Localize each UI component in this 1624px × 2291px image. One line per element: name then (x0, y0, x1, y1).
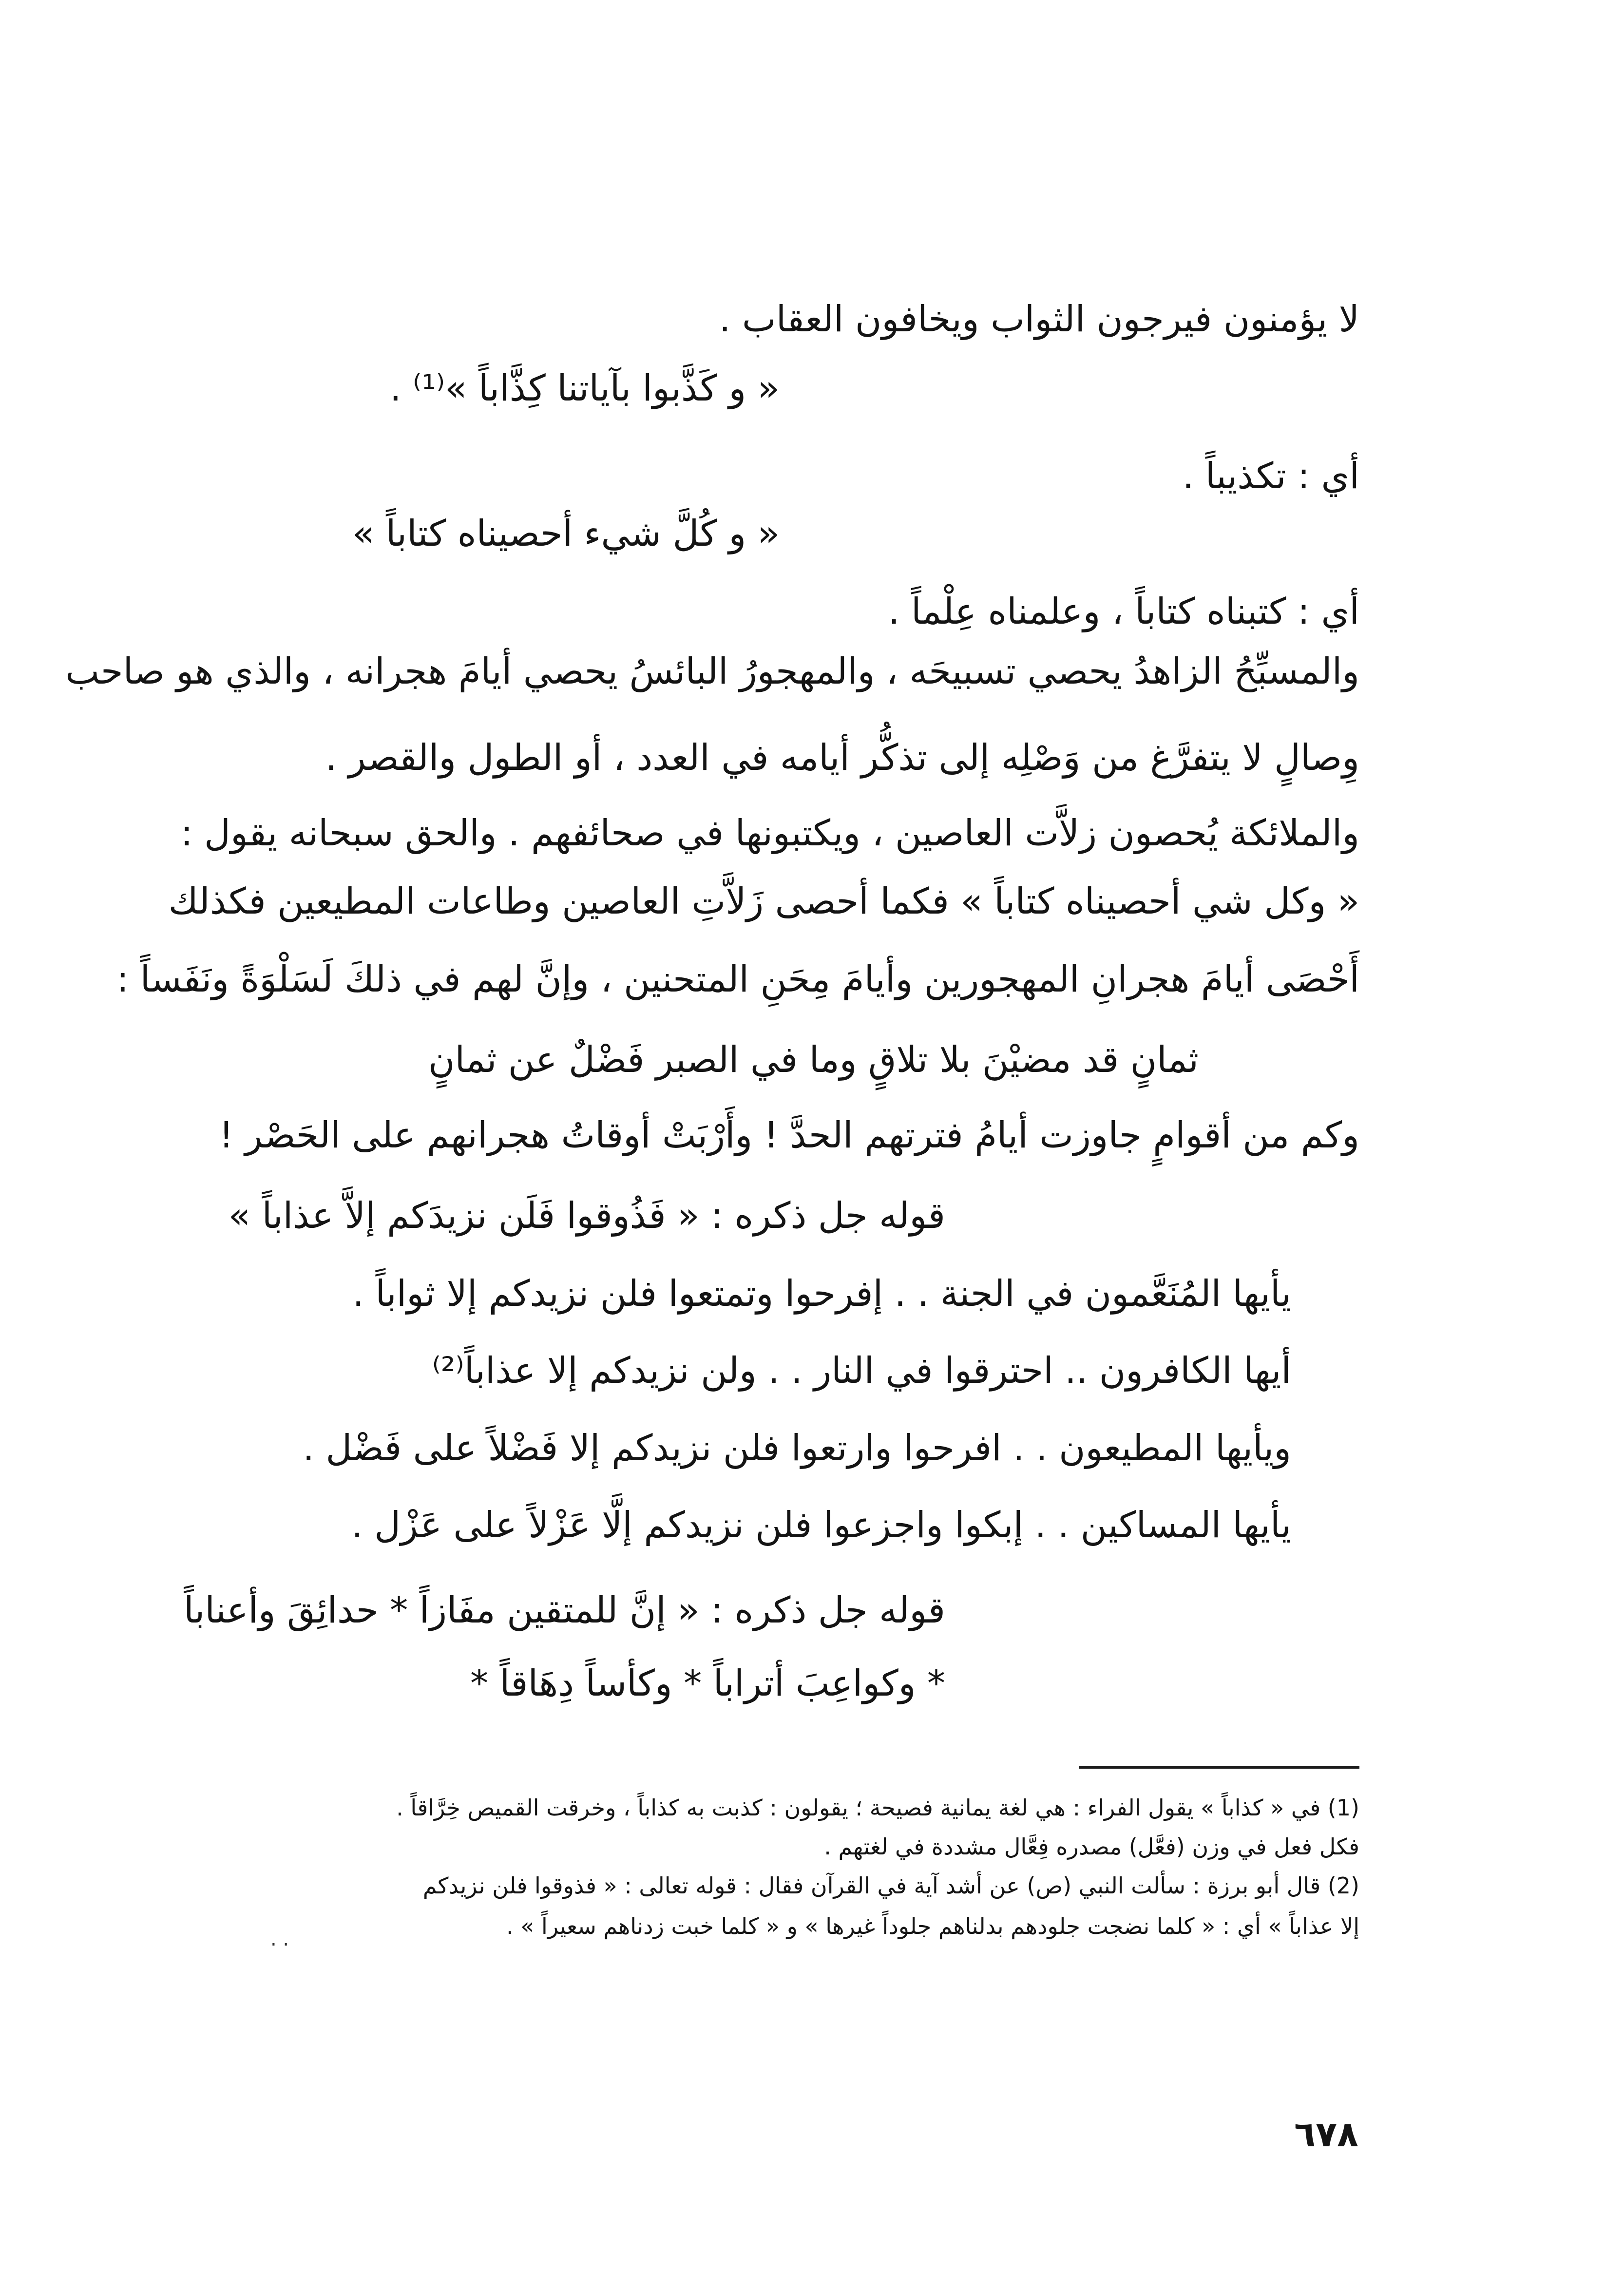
indented-line: يأيها المساكين . . إبكوا واجزعوا فلن نزيدكم إلَّا عَزْلاً على عَزْل . (351, 1504, 1291, 1546)
footnote-line: (1) في « كذاباً » يقول الفراء : هي لغة يمانية فصيحة ؛ يقولون : كذبت به كذاباً ، وخرقت القميص خِرَّاقاً . (396, 1795, 1359, 1821)
footnote-line: إلا عذاباً » أي : « كلما نضجت جلودهم بدلناهم جلوداً غيرها » و « كلما خبت زدناهم سعيراً » . (506, 1913, 1359, 1939)
scan-specks: . . (270, 1928, 289, 1950)
paragraph-line: وِصالٍ لا يتفرَّغ من وَصْلِه إلى تذكُّر أيامه في العدد ، أو الطول والقصر . (325, 737, 1359, 779)
indented-line: أيها الكافرون .. احترقوا في النار . . ولن نزيدكم إلا عذاباً⁽²⁾ (432, 1350, 1291, 1392)
text-line: أي : تكذيباً . (1182, 455, 1359, 497)
paragraph-line: والملائكة يُحصون زلاَّت العاصين ، ويكتبونها في صحائفهم . والحق سبحانه يقول : (180, 812, 1359, 854)
page-number: ٦٧٨ (1294, 2114, 1358, 2155)
quran-verse-line: « و كَذَّبوا بآياتنا كِذَّاباً »⁽¹⁾ . (390, 367, 780, 409)
quran-verse-line: قوله جل ذكره : « فَذُوقوا فَلَن نزيدَكم إلاَّ عذاباً » (228, 1195, 945, 1237)
quran-verse-line: * وكواعِبَ أتراباً * وكأساً دِهَاقاً * (470, 1662, 945, 1704)
text-line: لا يؤمنون فيرجون الثواب ويخافون العقاب . (719, 298, 1359, 340)
text-line: أي : كتبناه كتاباً ، وعلمناه عِلْماً . (888, 591, 1359, 632)
quran-verse-line: « و كُلَّ شيء أحصيناه كتاباً » (352, 513, 780, 554)
indented-line: ويأيها المطيعون . . افرحوا وارتعوا فلن نزيدكم إلا فَضْلاً على فَضْل . (303, 1427, 1291, 1469)
footnote-line: فكل فعل في وزن (فعَّل) مصدره فِعَّال مشددة في لغتهم . (824, 1833, 1359, 1860)
quran-verse-line: قوله جل ذكره : « إنَّ للمتقين مفَازاً * حدائِقَ وأعناباً (184, 1589, 945, 1631)
footnote-divider (1079, 1766, 1359, 1769)
paragraph-line: وكم من أقوامٍ جاوزت أيامُ فترتهم الحدَّ ! وأَرْبَتْ أوقاتُ هجرانهم على الحَصْر ! (219, 1114, 1359, 1156)
paragraph-line: والمسبِّحُ الزاهدُ يحصي تسبيحَه ، والمهجورُ البائسُ يحصي أيامَ هجرانه ، والذي هو صاحب (65, 650, 1359, 692)
footnote-line: (2) قال أبو برزة : سألت النبي (ص) عن أشد آية في القرآن فقال : قوله تعالى : « فذوقوا فلن نزيدكم (422, 1872, 1359, 1899)
paragraph-line: « وكل شي أحصيناه كتاباً » فكما أحصى زَلاَّتِ العاصين وطاعات المطيعين فكذلك (168, 880, 1359, 922)
paragraph-line: أَحْصَى أيامَ هجرانِ المهجورين وأيامَ مِحَنِ المتحنين ، وإنَّ لهم في ذلكَ لَسَلْوَةً ونَفَساً : (116, 958, 1359, 1000)
indented-line: يأيها المُنَعَّمون في الجنة . . إفرحوا وتمتعوا فلن نزيدكم إلا ثواباً . (352, 1273, 1291, 1315)
poetry-verse: ثمانٍ قد مضيْنَ بلا تلاقٍ وما في الصبر فَضْلٌ عن ثمانٍ (428, 1039, 1199, 1081)
